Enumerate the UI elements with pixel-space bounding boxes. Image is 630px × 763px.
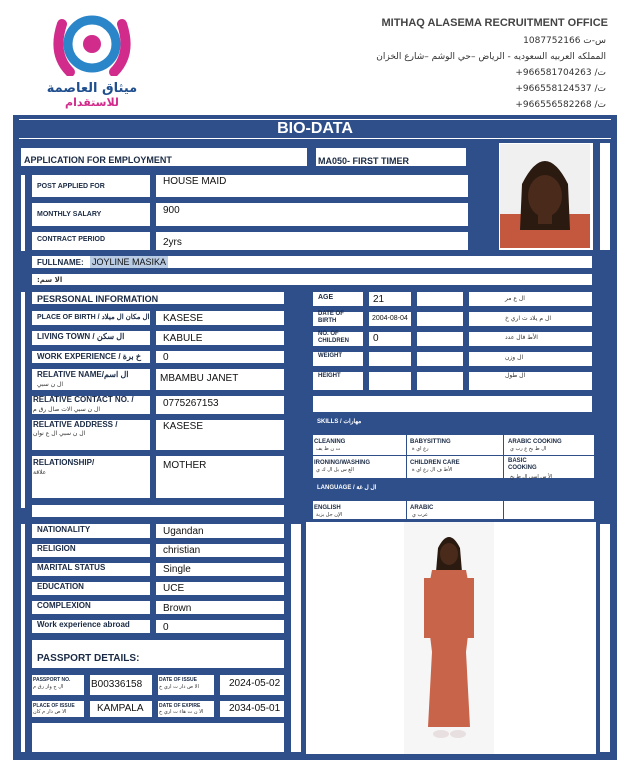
education-value: UCE — [163, 583, 185, 594]
issue-date-ar: الا ص دار ت اري خ — [159, 684, 199, 690]
marital-label: MARITAL STATUS — [37, 563, 106, 572]
cr-number: س-ت 1087752166 — [523, 36, 606, 46]
language-arabic: ARABIC — [410, 505, 434, 511]
weight-ar: ال وزن — [505, 354, 524, 361]
expire-label: DATE OF EXPIRE — [159, 703, 201, 709]
job-left-col — [19, 173, 27, 253]
body-photo-box — [289, 522, 303, 754]
abroad-value: 0 — [163, 622, 169, 633]
language-arabic-ar: عرب ي — [412, 512, 428, 518]
weight-label: WEIGHT — [318, 353, 342, 359]
full-body-photo — [306, 522, 596, 754]
portrait-photo — [500, 144, 590, 248]
phone-2: ت/ 966558124537+ — [515, 84, 606, 94]
passport-header: PASSPORT DETAILS: — [37, 653, 140, 664]
complexion-label: COMPLEXION — [37, 601, 91, 610]
height-label: HEIGHT — [318, 373, 341, 379]
age-label: AGE — [318, 294, 334, 301]
post-value: HOUSE MAID — [163, 176, 227, 187]
skills-header: SKILLS / مهارات — [311, 416, 594, 431]
relname-ar: ال ن سبي — [37, 381, 64, 388]
living-label: LIVING TOWN / ال سكن — [37, 332, 125, 341]
photo-side-box — [598, 141, 612, 252]
work-label: WORK EXPERIENCE / خ برة — [37, 352, 142, 361]
age-gap-box — [415, 290, 465, 308]
fullname-ar-label: الا سم: — [37, 276, 63, 284]
nationality-value: Ugandan — [163, 526, 204, 537]
skill-ironing-ar: الغ س يل ال ك ي — [316, 467, 354, 473]
issue-date-label: DATE OF ISSUE — [159, 677, 197, 683]
language-header: LANGUAGE / ال ل غة — [311, 482, 594, 497]
fullname-label: FULLNAME: — [37, 258, 84, 267]
skills-divider-v1 — [406, 433, 407, 480]
relcontact-value: 0775267153 — [163, 398, 219, 409]
language-english-ar: الإن جل يزية — [316, 512, 343, 518]
place-issue-value: KAMPALA — [97, 703, 144, 714]
marital-value: Single — [163, 564, 191, 575]
skill-basic-cooking: BASIC COOKING — [508, 458, 537, 471]
relcontact-label: RELATIVE CONTACT NO. / — [33, 395, 134, 404]
weight-gap-box — [415, 350, 465, 368]
dob-label: DATE OF BIRTH — [318, 311, 344, 324]
children-gap-box — [415, 330, 465, 348]
language-english: ENGLISH — [314, 505, 341, 511]
language-divider-v1 — [406, 499, 407, 521]
phone-3: ت/ 966556582268+ — [515, 100, 606, 110]
office-address: المملكه العربيه السعوديه - الرياض –حي الوشم –شارع الخزان — [376, 52, 606, 62]
salary-value: 900 — [163, 205, 180, 216]
skill-cleaning-ar: ت ن ظ يف — [316, 446, 341, 452]
application-code: MA050- FIRST TIMER — [318, 156, 410, 166]
skills-divider-v2 — [503, 433, 504, 480]
relname-value: MBAMBU JANET — [160, 373, 239, 384]
language-divider-v2 — [503, 499, 504, 521]
work-value: 0 — [163, 352, 169, 363]
relationship-label: RELATIONSHIP/ — [33, 458, 95, 467]
phone-1: ت/ 966581704263+ — [515, 68, 606, 78]
banner-title: BIO-DATA — [277, 120, 353, 137]
skill-children-care-ar: الأط ف ال رع اي ة — [412, 467, 453, 473]
skill-arabic-cooking: ARABIC COOKING — [508, 439, 562, 445]
work-value-box — [154, 349, 286, 365]
issue-date-value: 2024-05-02 — [229, 678, 281, 689]
dob-value: 2004-08-04 — [372, 315, 408, 322]
passport-footer-box — [30, 721, 286, 754]
height-gap-box — [415, 370, 465, 392]
personal-header: PESRSONAL INFORMATION — [37, 294, 159, 304]
fullname-value: JOYLINE MASIKA — [92, 257, 167, 267]
skills-divider-h — [311, 455, 596, 456]
relcontact-ar: ال ن سبي الات صال رق م — [33, 406, 101, 413]
logo-mark — [42, 14, 142, 76]
religion-value: christian — [163, 545, 201, 556]
salary-label: MONTHLY SALARY — [37, 211, 102, 218]
weight-ar-box — [467, 350, 594, 368]
height-ar-box — [467, 370, 594, 392]
skill-cleaning: CLEANING — [314, 439, 346, 445]
age-ar-box — [467, 290, 594, 308]
post-label: POST APPLIED FOR — [37, 183, 105, 190]
skill-babysitting-ar: رع اي ة — [412, 446, 429, 452]
dob-gap-box — [415, 310, 465, 328]
right-col — [598, 522, 612, 754]
reladdr-label: RELATIVE ADDRESS / — [33, 420, 118, 429]
skill-ironing: IRONING/WASHING — [314, 460, 371, 466]
children-value: 0 — [373, 333, 379, 344]
skill-arabic-cooking-ar: ال ط بخ ع رب ي — [510, 446, 547, 452]
application-label: APPLICATION FOR EMPLOYMENT — [24, 155, 172, 165]
age-value: 21 — [373, 294, 385, 305]
nationality-label: NATIONALITY — [37, 525, 91, 534]
logo-text: ميثاق العاصمة — [46, 81, 138, 96]
skill-basic-cooking-ar: الأ س اسي ال ط بخ — [510, 474, 553, 480]
place-issue-label: PLACE OF ISSUE — [33, 703, 75, 709]
passport-no-value: B00336158 — [91, 679, 143, 690]
skill-babysitting: BABYSITTING — [410, 439, 451, 445]
place-issue-ar: الا ص دار م كان — [33, 709, 67, 715]
passport-no-ar: ال ج واز رق م — [33, 684, 64, 690]
contract-label: CONTRACT PERIOD — [37, 236, 106, 243]
relationship-value: MOTHER — [163, 460, 207, 471]
personal-left-col — [19, 290, 27, 510]
height-ar: ال طول — [505, 372, 526, 379]
logo-subtext: للاستقدام — [65, 96, 119, 109]
personal-footer-box — [30, 503, 286, 519]
abroad-value-box — [154, 618, 286, 635]
passport-no-label: PASSPORT NO. — [33, 677, 71, 683]
height-value-box — [367, 370, 413, 392]
relname-label: RELATIVE NAME/ال اسم — [37, 370, 129, 379]
logo — [42, 14, 142, 114]
expire-ar: الا ن ت هاء ت اري خ — [159, 709, 204, 715]
weight-value-box — [367, 350, 413, 368]
abroad-label: Work experience abroad — [37, 620, 130, 629]
living-value: KABULE — [163, 333, 203, 344]
passport-left-col — [19, 522, 27, 754]
contract-value-box — [154, 230, 470, 252]
contract-value: 2yrs — [163, 237, 182, 248]
children-ar: الأط فال عدد — [505, 334, 538, 341]
office-name: MITHAQ ALASEMA RECRUITMENT OFFICE — [381, 17, 608, 29]
education-label: EDUCATION — [37, 582, 84, 591]
stats-spacer-box — [311, 394, 594, 414]
reladdr-value: KASESE — [163, 421, 204, 432]
birth-label: PLACE OF BIRTH / ال مكان ال ميلاد — [37, 314, 150, 321]
dob-ar: ال م يلاد ت اري خ — [505, 315, 551, 322]
language-grid — [311, 499, 596, 521]
salary-value-box — [154, 201, 470, 228]
expire-value: 2034-05-01 — [229, 703, 281, 714]
fullname-ar-box — [30, 272, 594, 287]
skill-children-care: CHILDREN CARE — [410, 460, 460, 466]
birth-value: KASESE — [163, 313, 204, 324]
children-label: NO. OF CHILDREN — [318, 331, 349, 344]
relationship-ar: علاقة — [33, 469, 47, 476]
reladdr-ar: ال ن سبي ال ع نوان — [33, 430, 86, 437]
age-ar: ال ع مر — [505, 295, 525, 302]
complexion-value: Brown — [163, 603, 192, 614]
religion-label: RELIGION — [37, 544, 76, 553]
